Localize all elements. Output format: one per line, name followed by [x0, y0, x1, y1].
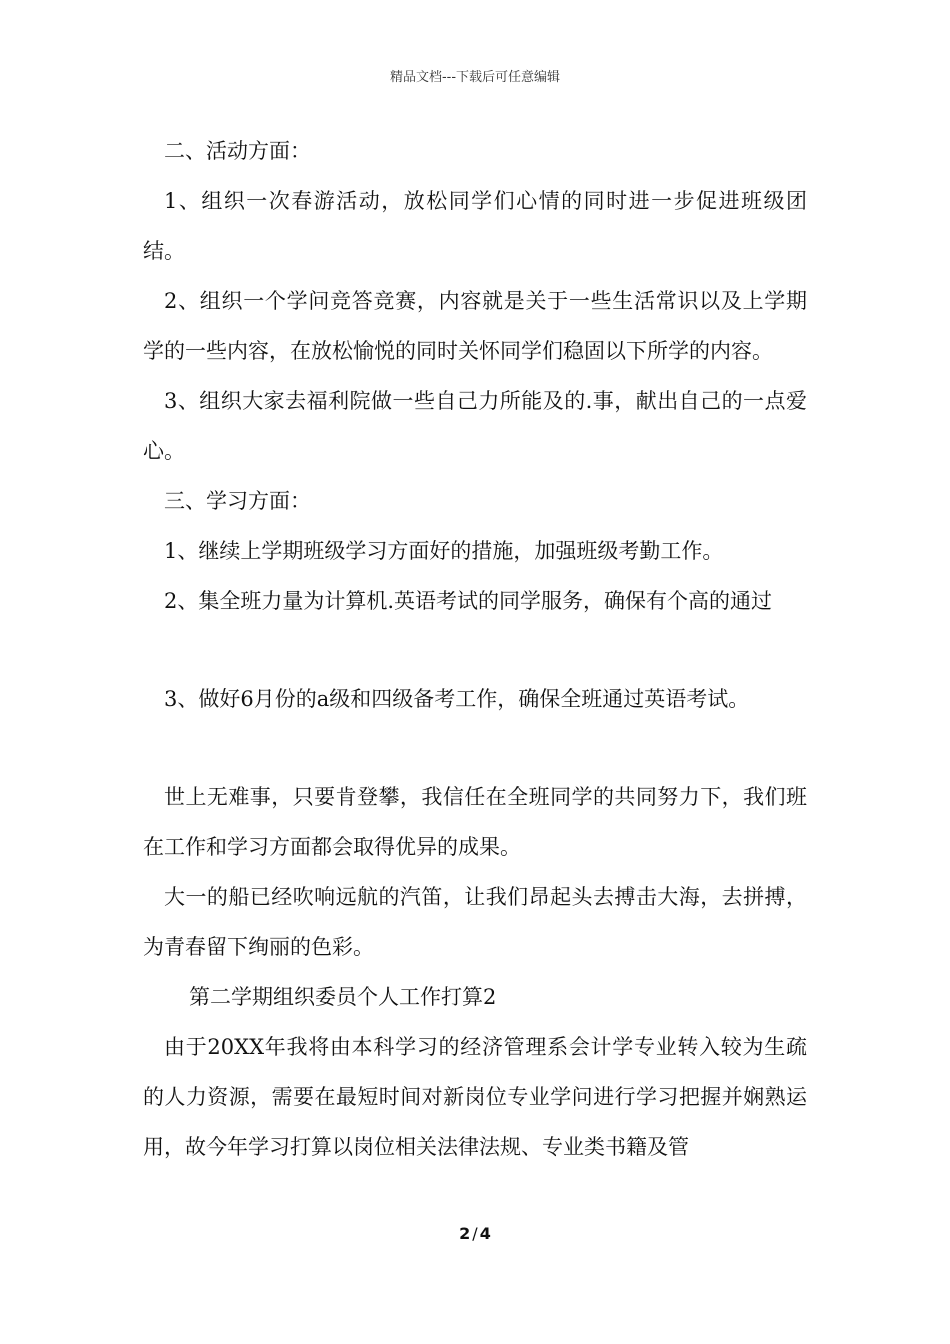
section-heading-study: 三、学习方面：: [164, 489, 311, 513]
paragraph: 1、继续上学期班级学习方面好的措施，加强班级考勤工作。: [164, 539, 724, 563]
blank-line: [143, 626, 807, 674]
paragraph: 世上无难事，只要肯登攀，我信任在全班同学的共同努力下，我们班在工作和学习方面都会取得优异的成果。: [143, 785, 807, 859]
page-separator: /: [472, 1224, 478, 1243]
document-body: [143, 126, 807, 1172]
document-subtitle: 第二学期组织委员个人工作打算2: [189, 985, 497, 1009]
page-number: [0, 1224, 950, 1243]
paragraph: 由于20XX年我将由本科学习的经济管理系会计学专业转入较为生疏的人力资源，需要在最短时间对新岗位专业学问进行学习把握并娴熟运用，故今年学习打算以岗位相关法律法规、专业类书籍及管: [143, 1035, 807, 1159]
section-heading-activities: 二、活动方面：: [164, 139, 311, 163]
total-pages: 4: [479, 1224, 491, 1243]
current-page: 2: [459, 1224, 471, 1243]
paragraph: 2、集全班力量为计算机.英语考试的同学服务，确保有个高的通过: [164, 589, 773, 613]
paragraph: 3、做好6月份的a级和四级备考工作，确保全班通过英语考试。: [164, 687, 750, 711]
paragraph: 1、组织一次春游活动，放松同学们心情的同时进一步促进班级团结。: [143, 189, 807, 263]
paragraph: 大一的船已经吹响远航的汽笛，让我们昂起头去搏击大海，去拼搏，为青春留下绚丽的色彩。: [143, 885, 807, 959]
paragraph: 3、组织大家去福利院做一些自己力所能及的.事，献出自己的一点爱心。: [143, 389, 807, 463]
paragraph: 2、组织一个学问竞答竞赛，内容就是关于一些生活常识以及上学期学的一些内容，在放松愉悦的同时关怀同学们稳固以下所学的内容。: [143, 289, 807, 363]
page-header: 精品文档---下载后可任意编辑: [389, 70, 561, 85]
blank-line: [143, 724, 807, 772]
